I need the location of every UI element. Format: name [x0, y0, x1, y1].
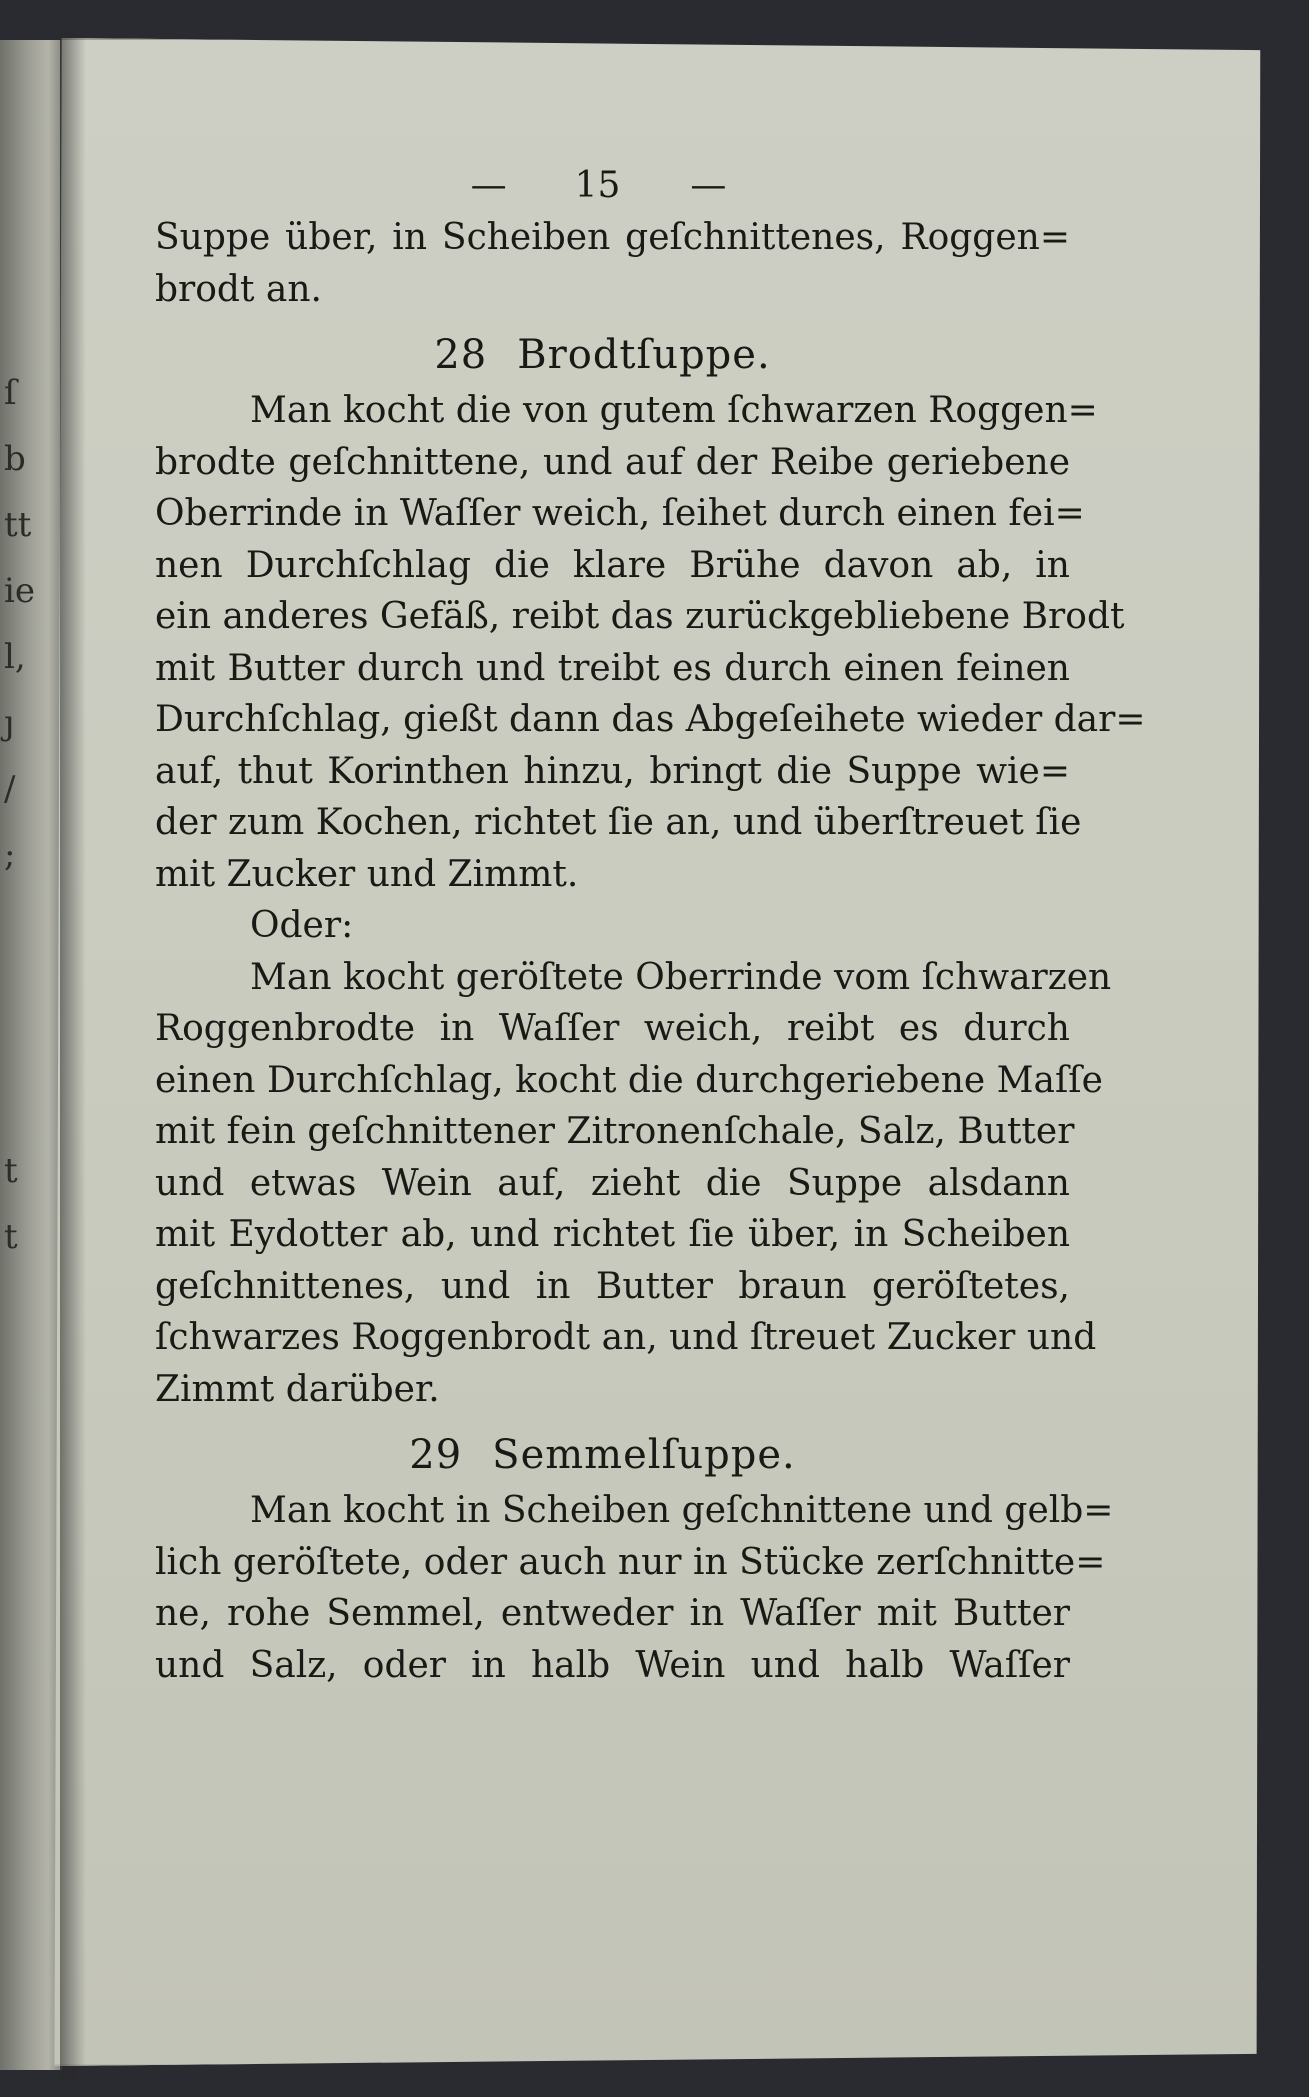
- text-line: nen Durchſchlag die klare Brühe davon ab, in: [155, 544, 1070, 586]
- page-number: 15: [574, 165, 621, 206]
- text-line: brodt an.: [155, 268, 322, 310]
- header-dash-right: —: [690, 165, 725, 206]
- text-line: auf, thut Korinthen hinzu, bringt die Suppe wie=: [155, 750, 1070, 792]
- text-line: lich geröſtete, oder auch nur in Stücke zerſchnitte=: [155, 1541, 1106, 1583]
- prev-mark: ;: [4, 835, 16, 875]
- text-line: Man kocht in Scheiben geſchnittene und gelb=: [250, 1490, 1114, 1531]
- prev-mark: ie: [4, 571, 35, 611]
- text-line: Durchſchlag, gießt dann das Abgeſeihete wieder dar=: [155, 699, 1146, 740]
- text-line: ſchwarzes Roggenbrodt an, und ſtreuet Zucker und: [155, 1317, 1097, 1358]
- prev-mark: /: [4, 769, 16, 809]
- text-line: der zum Kochen, richtet ſie an, und überſtreuet ſie: [155, 802, 1082, 843]
- prev-mark: tt: [4, 505, 32, 545]
- prev-mark: ſ: [4, 373, 17, 413]
- prev-mark: l,: [4, 637, 26, 677]
- header-dash-left: —: [470, 165, 505, 206]
- prev-mark: ȷ: [4, 703, 15, 743]
- text-line: Roggenbrodte in Waſſer weich, reibt es durch: [155, 1008, 1070, 1049]
- previous-page-text-fragments: [4, 360, 35, 1270]
- recipe-number: 29: [409, 1432, 463, 1478]
- spine-shadow: [60, 30, 86, 2080]
- text-line: brodte geſchnittene, und auf der Reibe geriebene: [155, 441, 1070, 483]
- text-line: mit fein geſchnittener Zitronenſchale, Salz, Butter: [155, 1111, 1075, 1152]
- text-line: geſchnittenes, und in Butter braun geröſtetes,: [155, 1265, 1070, 1307]
- text-line: Man kocht die von gutem ſchwarzen Roggen=: [250, 390, 1098, 431]
- text-line: Zimmt darüber.: [155, 1368, 440, 1410]
- recipe-heading-29: [135, 1415, 1070, 1485]
- recipe-title: Brodtſuppe.: [517, 332, 771, 378]
- text-line: Oberrinde in Waſſer weich, ſeihet durch einen fei=: [155, 493, 1085, 534]
- text-line: mit Eydotter ab, und richtet ſie über, in Scheiben: [155, 1214, 1070, 1255]
- page-text: [155, 160, 1146, 1691]
- prev-mark: t: [4, 1217, 18, 1257]
- recipe-heading-28: [135, 315, 1070, 385]
- text-line: ne, rohe Semmel, entweder in Waſſer mit Butter: [155, 1593, 1070, 1634]
- text-line: Oder:: [250, 905, 354, 946]
- prev-mark: t: [4, 1151, 18, 1191]
- page-header: [125, 160, 1070, 212]
- recipe-number: 28: [434, 332, 488, 378]
- text-line: mit Zucker und Zimmt.: [155, 853, 579, 895]
- text-line: ein anderes Gefäß, reibt das zurückgebliebene Brodt: [155, 596, 1125, 637]
- previous-page-edge: [0, 40, 62, 2070]
- text-line: einen Durchſchlag, kocht die durchgeriebene Maſſe: [155, 1059, 1103, 1101]
- text-line: Man kocht geröſtete Oberrinde vom ſchwarzen: [250, 956, 1112, 998]
- text-line: und etwas Wein auf, zieht die Suppe alsdann: [155, 1162, 1070, 1204]
- prev-mark: b: [4, 439, 26, 479]
- text-line: und Salz, oder in halb Wein und halb Waſſer: [155, 1644, 1070, 1686]
- text-line: mit Butter durch und treibt es durch einen feinen: [155, 647, 1070, 689]
- text-line: Suppe über, in Scheiben geſchnittenes, Roggen=: [155, 217, 1070, 258]
- recipe-title: Semmelſuppe.: [492, 1432, 796, 1478]
